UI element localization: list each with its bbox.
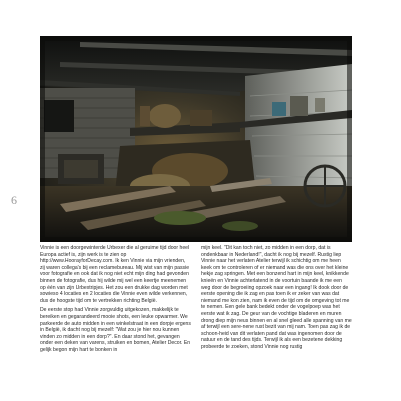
article-left-column	[40, 245, 191, 395]
paragraph: mijn keel. "Dit kan toch niet, zo midden in een dorp, dat is ondenkbaar in Nederland!", dacht ik nog bij mezelf. Rustig liep Vinnie naar het verlaten Atelier terwijl ik schichtig om me heen keek om te controleren of er niemand was die ons over het kleine hekje zag springen. Met een bonzend hart in mijn keel, knikkende knieën en Vinnie achterlatend in de voortuin baande ik me een weg door de begroeiing opzoek naar een ingang! Ik dook door de eerste opening die ik zag en pas toen ik er zeker van was dat niemand me kon zien, nam ik even de tijd om de omgeving tot me te nemen. Een gele bank bedekt onder de vogelpoep was het eerste wat ik zag. De geur van de vochtige bladeren en muren drong diep mijn neus binnen en al snel gleed alle spanning van me af terwijl een sere-nene rust bezit van mij nam. Toen pas zag ik de schoon-heid van dit verlaten pand dat was ingenomen door de natuur en de tand des tijds. Terwijl ik als een bezetene dekking probeerde te zoeken, stond Vinnie nog rustig	[201, 245, 352, 350]
paragraph: De eerste stop had Vinnie zorgvuldig uitgekozen, makkelijk te bereiken en gegarandeerd mooie shots, een leuke opwarmer. We parkeerde de auto midden in een winkelstraat in een dorpje ergens in België, ik dacht nog bij mezelf: "Wat zou je hier nou kunnen vinden zo midden in een dorp?". En daar stond het, gevangen onder een deken van varens, struiken en bomen, Atelier Decor. En gelijk begon mijn hart te bonken in	[40, 307, 191, 353]
abandoned-farm-interior-photo	[40, 36, 352, 242]
article-body	[40, 245, 352, 395]
paragraph: Vinnie is een doorgewinterde Urbexer die al geruime tijd door heel Europa actief is, zijn werk is te zien op http://www.HoorayforDecay.com. Ik ken Vinnie via mijn vrienden, zij waren collega's bij een reclamebureau. Mij wist van mijn passie voor fotografie en ook dat ik nog niet echt mijn ding had gevonden binnen de fotografie, dus hij wilde mij wel een keertje meenemen op één van zijn Urbextripjes. Het zou een drukke dag worden met sowieso 4 locaties en 2 locaties die Vinnie even wilde verkennen, dus de hoogste tijd om te vertrekken richting België.	[40, 245, 190, 304]
page-number: 6	[11, 193, 17, 207]
article-right-column	[201, 245, 352, 395]
